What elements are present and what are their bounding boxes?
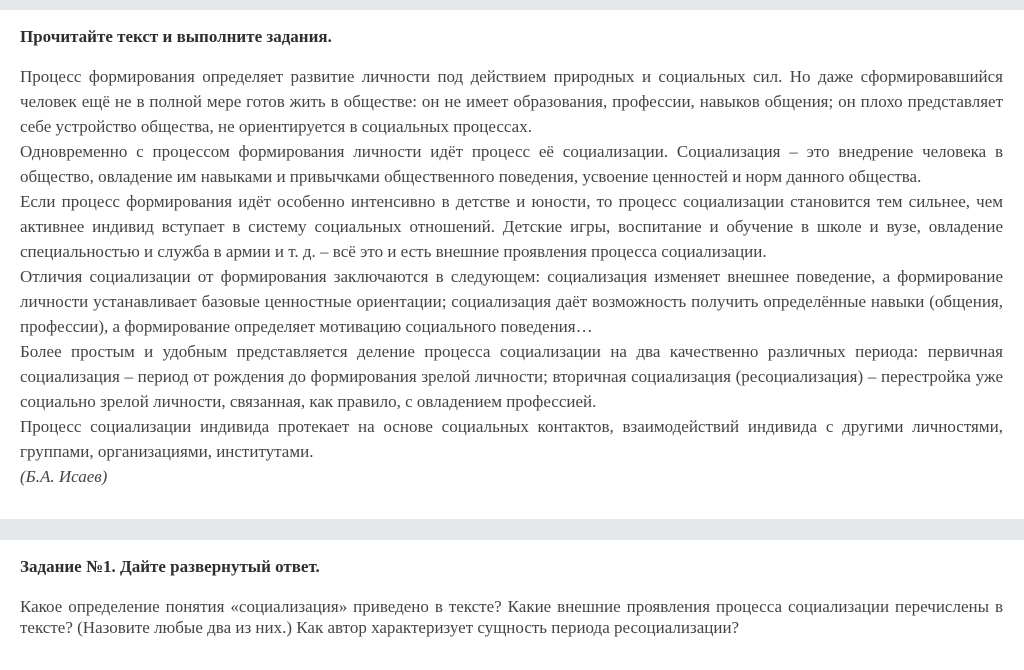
text-paragraph-1: Процесс формирования определяет развитие личности под действием природных и социальных сил. Но даже сформировавшийся человек ещё не в полной мере готов жить в обществе: он не имеет образования, профессии, навыков общения; он плохо представляет себе устройство общества, не ориентируется в социальных процессах. (20, 67, 1003, 136)
task-card (0, 540, 1024, 670)
text-paragraph-4: Отличия социализации от формирования заключаются в следующем: социализация изменяет внешнее поведение, а формирование личности устанавливает базовые ценностные ориентации; социализация даёт возможность получить определённые навыки (общения, профессии), а формирование определяет мотивацию социального поведения… (20, 267, 1003, 336)
text-paragraph-5: Более простым и удобным представляется деление процесса социализации на два качественно различных периода: первичная социализация – период от рождения до формирования зрелой личности; вторичная социализация (ресоциализация) – перестройка уже социально зрелой личности, связанная, как правило, с овладением профессией. (20, 342, 1003, 411)
task-question: Какое определение понятия «социализация» приведено в тексте? Какие внешние проявления процесса социализации перечислены в тексте? (Назовите любые два из них.) Как автор характеризует сущность периода ресоциализации? (20, 597, 1003, 637)
reading-instruction-heading: Прочитайте текст и выполните задания. (20, 27, 332, 46)
text-paragraph-6: Процесс социализации индивида протекает на основе социальных контактов, взаимодействий индивида с другими личностями, группами, организациями, институтами. (20, 417, 1003, 461)
text-author: (Б.А. Исаев) (20, 467, 108, 486)
reading-text-body (20, 64, 1003, 489)
task-heading: Задание №1. Дайте развернутый ответ. (20, 557, 320, 576)
text-paragraph-2: Одновременно с процессом формирования личности идёт процесс её социализации. Социализация – это внедрение человека в общество, овладение им навыками и привычками общественного поведения, усвоение ценностей и норм данного общества. (20, 142, 1003, 186)
text-paragraph-3: Если процесс формирования идёт особенно интенсивно в детстве и юности, то процесс социализации становится тем сильнее, чем активнее индивид вступает в систему социальных отношений. Детские игры, воспитание и обучение в школе и вузе, овладение специальностью и служба в армии и т. д. – всё это и есть внешние проявления процесса социализации. (20, 192, 1003, 261)
reading-text-card (0, 10, 1024, 519)
